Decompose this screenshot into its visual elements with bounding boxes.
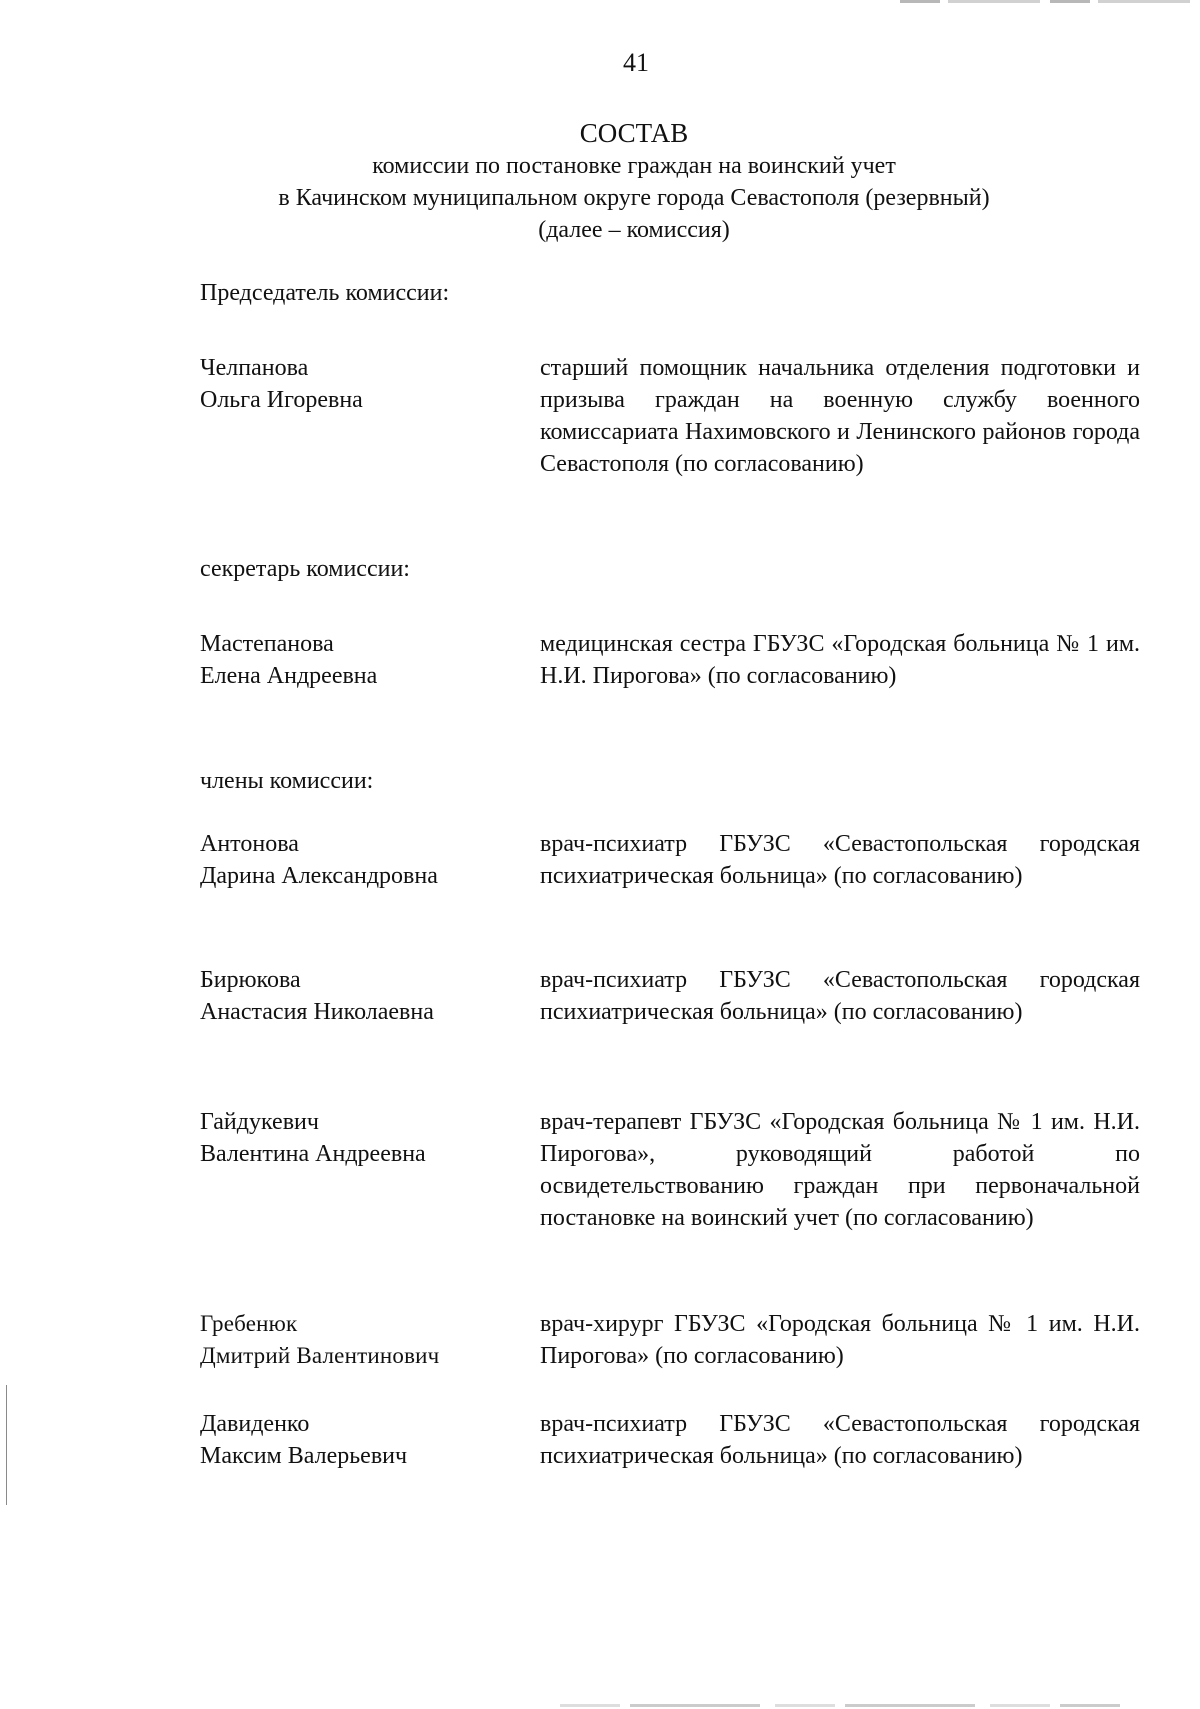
member-entry xyxy=(200,828,1140,892)
person-name xyxy=(200,628,540,692)
person-surname: Гребенюк xyxy=(200,1311,298,1336)
person-role: медицинская сестра ГБУЗС «Городская больница № 1 им. Н.И. Пирогова» (по согласованию) xyxy=(540,631,1140,689)
person-given-name: Дмитрий Валентинович xyxy=(200,1343,440,1368)
person-role: врач-психиатр ГБУЗС «Севастопольская городская психиатрическая больница» (по согласованию) xyxy=(540,967,1140,1025)
person-role: врач-хирург ГБУЗС «Городская больница № 1 им. Н.И. Пирогова» (по согласованию) xyxy=(540,1311,1140,1369)
header-line-3: (далее – комиссия) xyxy=(538,217,730,243)
person-role: врач-терапевт ГБУЗС «Городская больница № 1 им. Н.И. Пирогова», руководящий работой по освидетельствованию граждан при первоначальной постановке на воинский учет (по согласованию) xyxy=(540,1109,1140,1231)
person-surname: Давиденко xyxy=(200,1411,310,1437)
person-role: врач-психиатр ГБУЗС «Севастопольская городская психиатрическая больница» (по согласованию) xyxy=(540,831,1140,889)
person-surname: Челпанова xyxy=(200,355,309,381)
person-name xyxy=(200,1308,540,1372)
document-title: СОСТАВ xyxy=(579,118,689,148)
person-given-name: Ольга Игоревна xyxy=(200,387,363,413)
document-header xyxy=(0,116,1200,246)
person-given-name: Анастасия Николаевна xyxy=(200,999,434,1025)
member-entry xyxy=(200,964,1140,1028)
scan-artifact-top xyxy=(900,0,1200,3)
person-surname: Антонова xyxy=(200,831,299,857)
person-name xyxy=(200,964,540,1028)
member-entry xyxy=(200,1308,1140,1372)
person-surname: Бирюкова xyxy=(200,967,301,993)
members-label: члены комиссии: xyxy=(200,768,374,794)
member-entry xyxy=(200,1408,1140,1472)
person-role: старший помощник начальника отделения подготовки и призыва граждан на военную службу военного комиссариата Нахимовского и Ленинского районов города Севастополя (по согласованию) xyxy=(540,355,1140,477)
person-name xyxy=(200,828,540,892)
person-given-name: Максим Валерьевич xyxy=(200,1443,408,1469)
person-name xyxy=(200,1106,540,1234)
scan-artifact-margin xyxy=(6,1385,7,1505)
secretary-label: секретарь комиссии: xyxy=(200,556,410,582)
person-role: врач-психиатр ГБУЗС «Севастопольская городская психиатрическая больница» (по согласованию) xyxy=(540,1411,1140,1469)
person-surname: Мастепанова xyxy=(200,631,334,657)
person-given-name: Дарина Александровна xyxy=(200,863,438,889)
person-given-name: Елена Андреевна xyxy=(200,663,378,689)
header-line-1: комиссии по постановке граждан на воинский учет xyxy=(372,153,896,179)
header-line-2: в Качинском муниципальном округе города Севастополя (резервный) xyxy=(278,185,990,211)
person-name xyxy=(200,1408,540,1472)
secretary-entry xyxy=(200,628,1140,692)
page-number: 41 xyxy=(623,48,649,77)
chairman-entry xyxy=(200,352,1140,480)
member-entry xyxy=(200,1106,1140,1234)
person-given-name: Валентина Андреевна xyxy=(200,1141,426,1167)
person-surname: Гайдукевич xyxy=(200,1109,319,1135)
scan-artifact-bottom xyxy=(560,1704,1120,1707)
chairman-label: Председатель комиссии: xyxy=(200,280,450,306)
person-name xyxy=(200,352,540,480)
